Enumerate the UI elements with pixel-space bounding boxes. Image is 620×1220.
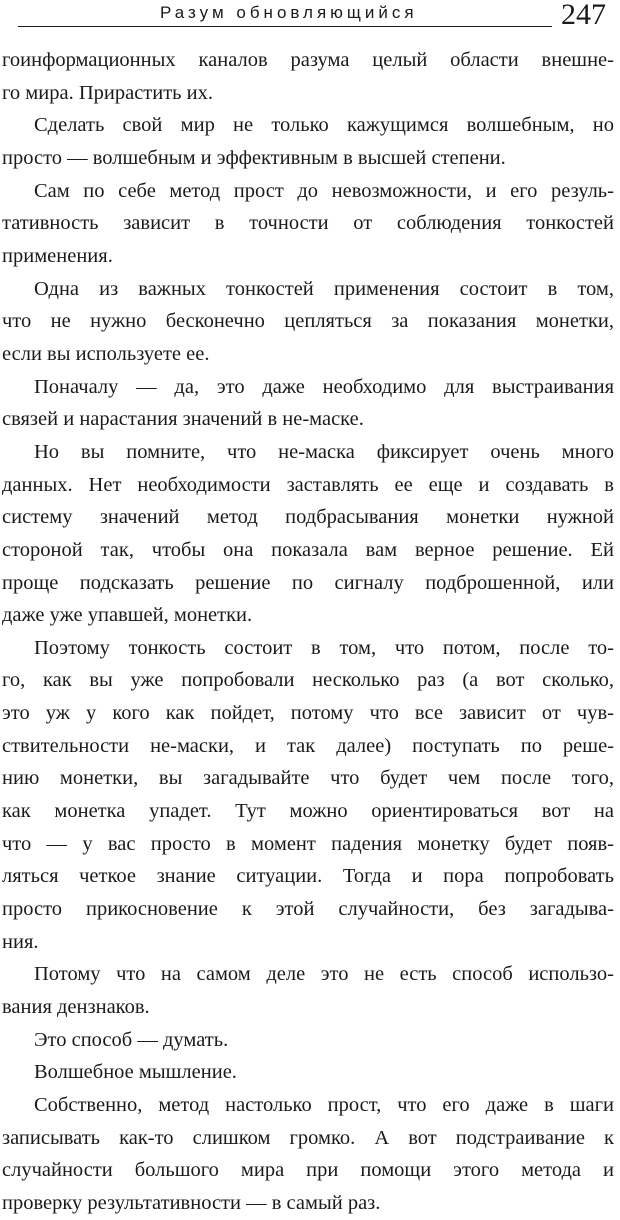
text-line: нию монетки, вы загадывайте что будет чем после того, xyxy=(2,767,614,790)
text-line: ния. xyxy=(2,930,39,953)
text-line: Поначалу — да, это даже необходимо для выстраивания xyxy=(34,375,614,398)
text-line: связей и нарастания значений в не-маске. xyxy=(2,408,364,431)
text-line: проще подсказать решение по сигналу подброшенной, или xyxy=(2,571,614,594)
text-line: что — у вас просто в момент падения монетку будет появ- xyxy=(2,832,614,855)
text-line: записывать как-то слишком громко. А вот подстраивание к xyxy=(2,1126,614,1149)
text-line: Сам по себе метод прост до невозможности, и его резуль- xyxy=(34,179,614,202)
text-line: го мира. Прирастить их. xyxy=(2,81,213,104)
text-line: данных. Нет необходимости заставлять ее еще и создавать в xyxy=(2,473,614,496)
text-line: систему значений метод подбрасывания монетки нужной xyxy=(2,506,614,529)
text-line: ляться четкое знание ситуации. Тогда и пора попробовать xyxy=(2,865,614,888)
text-line: Собственно, метод настолько прост, что его даже в шаги xyxy=(34,1094,614,1116)
text-line: что не нужно бесконечно цепляться за показания монетки, xyxy=(2,310,614,333)
header-rule xyxy=(18,26,552,27)
text-line: случайности большого мира при помощи этого метода и xyxy=(2,1159,614,1182)
text-line: Сделать свой мир не только кажущимся волшебным, но xyxy=(34,114,614,137)
text-line: просто прикосновение к этой случайности, без загадыва- xyxy=(2,898,614,921)
text-line: стороной так, чтобы она показала вам верное решение. Ей xyxy=(2,538,614,561)
text-line: Потому что на самом деле это не есть способ использо- xyxy=(34,963,614,986)
text-line: Но вы помните, что не-маска фиксирует очень много xyxy=(34,440,614,463)
text-line: го, как вы уже попробовали несколько раз (а вот сколько, xyxy=(2,669,614,692)
text-line: применения. xyxy=(2,244,113,267)
text-line: вания дензнаков. xyxy=(2,996,150,1019)
running-title: Разум обновляющийся xyxy=(160,3,418,22)
page-header xyxy=(0,0,620,40)
text-line: гоинформационных каналов разума целый области внешне- xyxy=(2,49,614,71)
text-line: как монетка упадет. Тут можно ориентироваться вот на xyxy=(2,800,614,823)
text-line: Это способ — думать. xyxy=(34,1028,229,1051)
page-number: 247 xyxy=(561,0,606,31)
text-line: если вы используете ее. xyxy=(2,342,210,365)
text-line: Волшебное мышление. xyxy=(34,1061,237,1084)
text-line: тативность зависит в точности от соблюдения тонкостей xyxy=(2,212,614,235)
text-line: Поэтому тонкость состоит в том, что потом, после то- xyxy=(34,636,614,659)
text-line: ствительности не-маски, и так далее) поступать по реше- xyxy=(2,734,614,757)
text-line: просто — волшебным и эффективным в высшей степени. xyxy=(2,146,506,169)
body-text xyxy=(0,44,620,1220)
text-line: проверку результативности — в самый раз. xyxy=(2,1191,381,1214)
text-line: это уж у кого как пойдет, потому что все зависит от чув- xyxy=(2,702,614,725)
text-line: даже уже упавшей, монетки. xyxy=(2,604,253,627)
text-line: Одна из важных тонкостей применения состоит в том, xyxy=(34,277,614,300)
